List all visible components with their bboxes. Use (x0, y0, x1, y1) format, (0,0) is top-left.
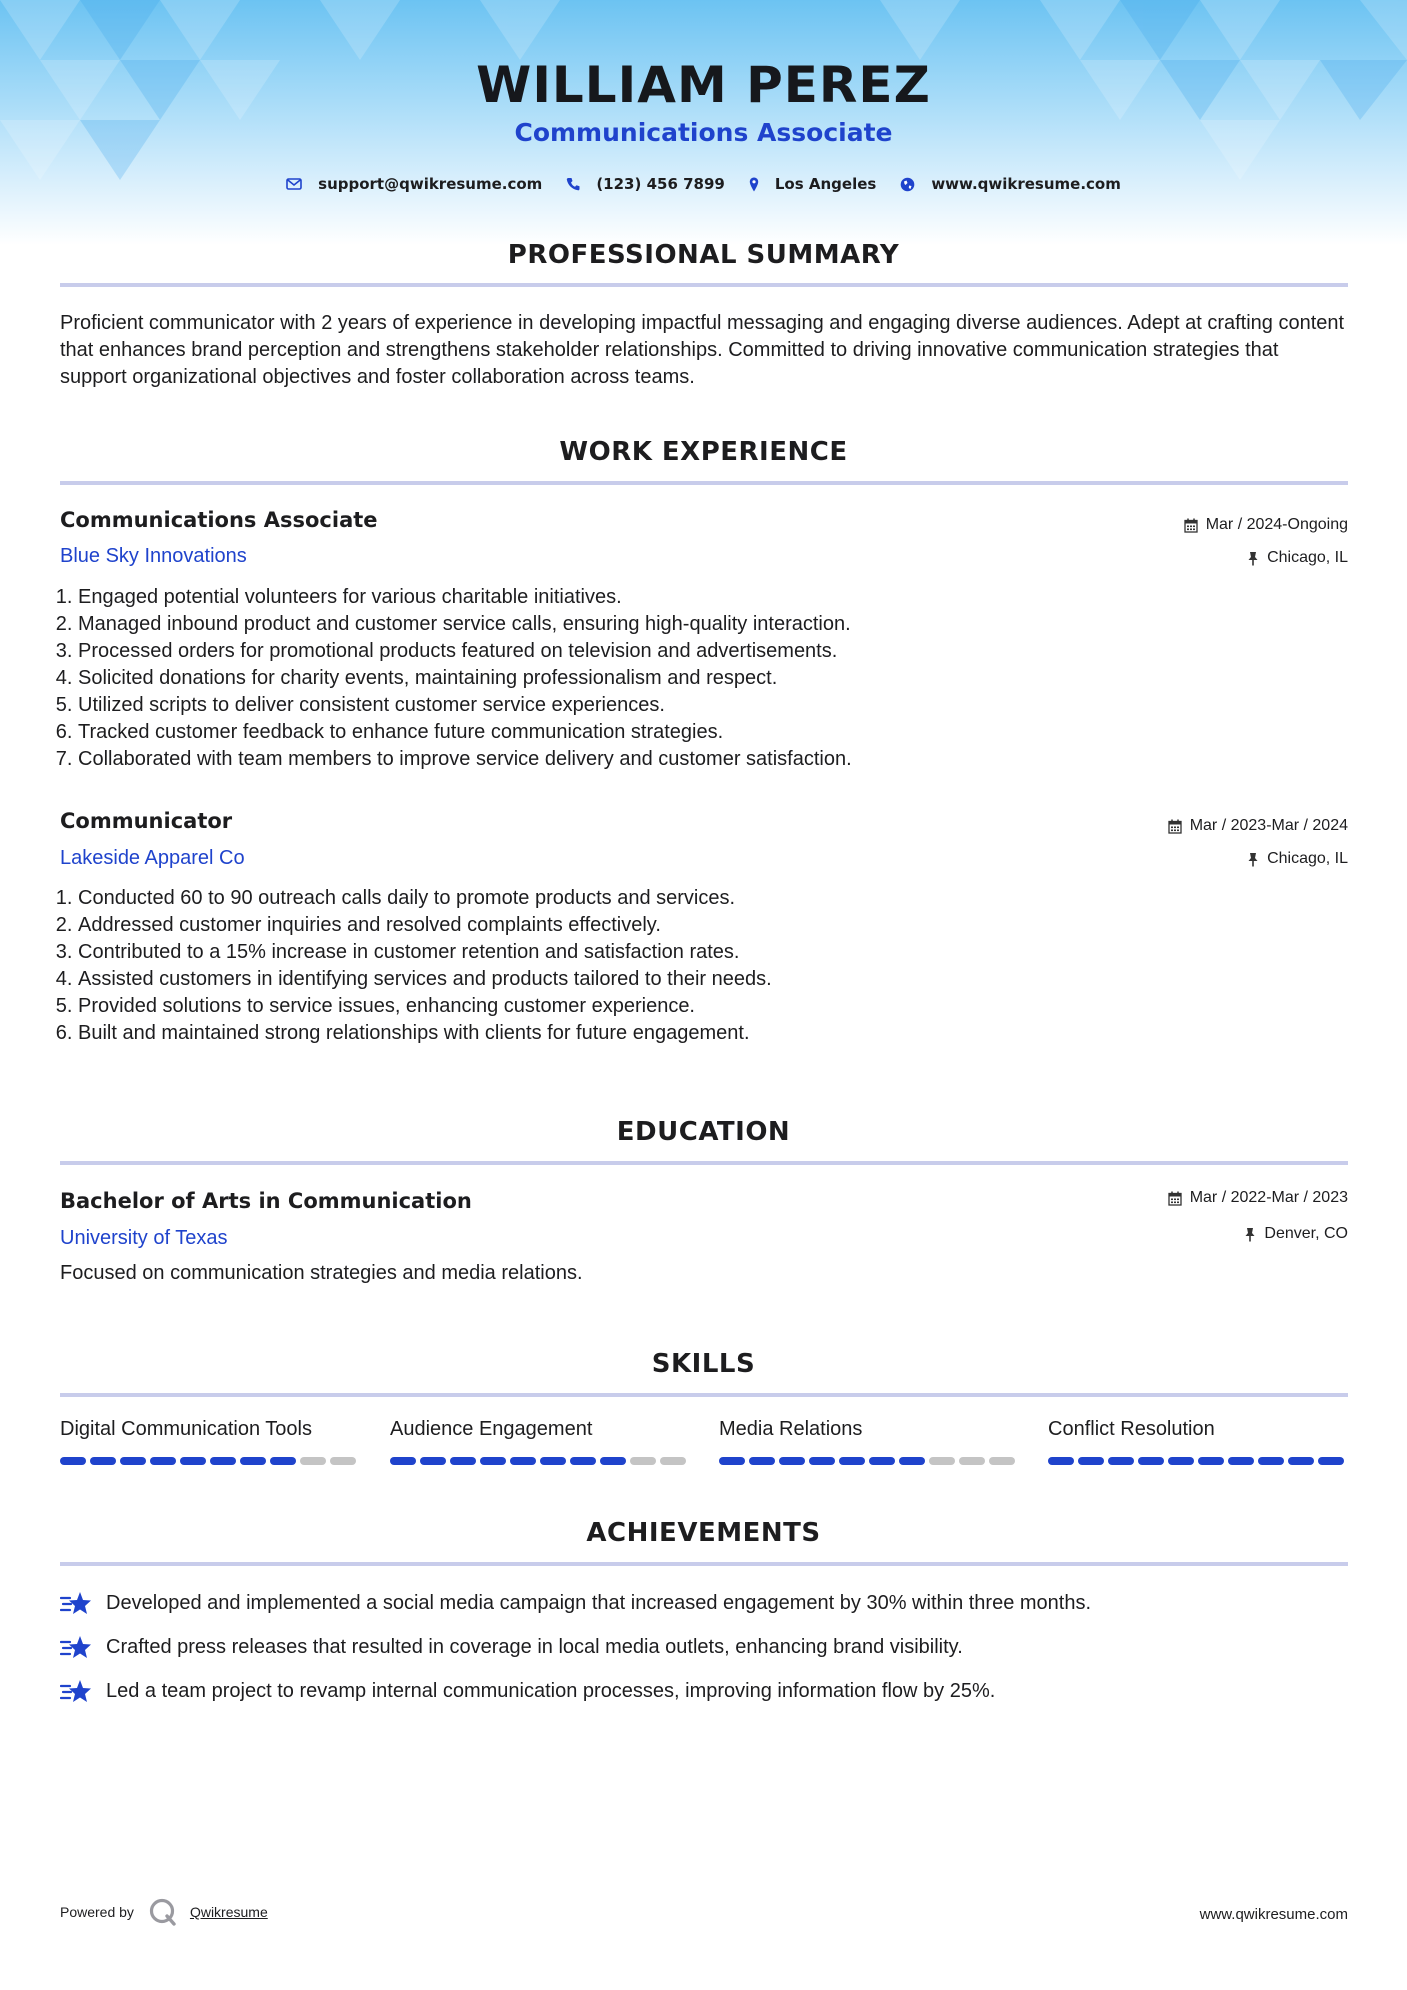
skill-segment-filled (899, 1457, 925, 1465)
skill-segment-filled (60, 1457, 86, 1465)
skill-level-bar (390, 1457, 690, 1465)
skills-divider (60, 1393, 1348, 1397)
job-company: Lakeside Apparel Co (60, 847, 245, 869)
footer-powered-by (60, 1897, 268, 1927)
skill-segment-filled (1258, 1457, 1284, 1465)
skill-segment-filled (510, 1457, 536, 1465)
skill-segment-filled (1228, 1457, 1254, 1465)
education-dates-text: Mar / 2022-Mar / 2023 (1189, 1189, 1348, 1206)
contact-location (749, 175, 876, 193)
contact-phone-text: (123) 456 7899 (596, 175, 725, 193)
job-duties-list (33, 584, 1278, 773)
skill-segment-filled (180, 1457, 206, 1465)
contact-website[interactable] (900, 175, 1121, 193)
skill-segment-filled (210, 1457, 236, 1465)
skill-segment-filled (749, 1457, 775, 1465)
skill-segment-empty (959, 1457, 985, 1465)
duty-item: 3. Contributed to a 15% increase in customer retention and satisfaction rates. (78, 939, 1278, 966)
duty-item: 1. Conducted 60 to 90 outreach calls daily to promote products and services. (78, 885, 1278, 912)
skill-item (1048, 1418, 1348, 1441)
skill-segment-filled (1168, 1457, 1194, 1465)
skill-segment-filled (1138, 1457, 1164, 1465)
qwikresume-link[interactable]: Qwikresume (189, 1904, 268, 1920)
duty-item: 5. Utilized scripts to deliver consistent customer service experiences. (78, 692, 1278, 719)
skill-segment-filled (1198, 1457, 1224, 1465)
education-description: Focused on communication strategies and media relations. (60, 1262, 583, 1284)
achievements-divider (60, 1562, 1348, 1566)
skill-item (60, 1418, 360, 1441)
duty-item: 2. Addressed customer inquiries and resolved complaints effectively. (78, 912, 1278, 939)
skill-segment-filled (90, 1457, 116, 1465)
envelope-icon (286, 178, 302, 190)
skill-segment-filled (480, 1457, 506, 1465)
duty-item: 5. Provided solutions to service issues, enhancing customer experience. (78, 993, 1278, 1020)
skill-name: Conflict Resolution (1048, 1418, 1215, 1440)
contact-bar (0, 173, 1407, 195)
skill-segment-filled (120, 1457, 146, 1465)
skill-segment-filled (1078, 1457, 1104, 1465)
achievement-item (60, 1590, 1091, 1616)
job-title: Communicator (60, 809, 233, 833)
summary-heading: PROFESSIONAL SUMMARY (507, 240, 900, 270)
achievement-item (60, 1678, 995, 1704)
candidate-role: Communications Associate (514, 118, 893, 147)
skill-segment-empty (929, 1457, 955, 1465)
achievement-item (60, 1634, 963, 1660)
duty-item: 1. Engaged potential volunteers for various charitable initiatives. (78, 584, 1278, 611)
skill-segment-filled (390, 1457, 416, 1465)
shooting-star-icon (60, 1590, 92, 1616)
school-name: University of Texas (60, 1227, 228, 1249)
footer-url[interactable]: www.qwikresume.com (1199, 1906, 1348, 1923)
globe-icon (900, 177, 915, 192)
education-divider (60, 1161, 1348, 1165)
skill-segment-filled (839, 1457, 865, 1465)
job-location-text: Chicago, IL (1267, 850, 1348, 867)
skill-name: Audience Engagement (390, 1418, 593, 1440)
calendar-icon (1168, 819, 1182, 834)
skills-heading: SKILLS (651, 1349, 756, 1379)
skill-segment-filled (600, 1457, 626, 1465)
candidate-name: WILLIAM PEREZ (476, 56, 931, 114)
experience-heading: WORK EXPERIENCE (559, 437, 848, 467)
powered-by-label: Powered by (60, 1904, 134, 1920)
skill-segment-filled (570, 1457, 596, 1465)
job-location (1247, 549, 1348, 567)
skill-segment-empty (660, 1457, 686, 1465)
job-dates (1184, 516, 1348, 534)
skill-segment-empty (330, 1457, 356, 1465)
education-dates (1168, 1189, 1348, 1207)
job-duties-list (33, 885, 1278, 1047)
skill-segment-filled (1288, 1457, 1314, 1465)
achievement-text: Crafted press releases that resulted in coverage in local media outlets, enhancing brand visibility. (106, 1635, 963, 1658)
summary-text: Proficient communicator with 2 years of experience in developing impactful messaging and engaging diverse audiences. Adept at crafting content that enhances brand perception and strengthens stakeholder relationships. Committed to driving innovative communication strategies that support organizational objectives and foster collaboration across teams. (60, 312, 1345, 388)
education-heading: EDUCATION (616, 1117, 791, 1147)
phone-icon (566, 177, 580, 191)
qwikresume-logo-icon (148, 1897, 178, 1927)
skill-name: Media Relations (719, 1418, 863, 1440)
achievement-text: Led a team project to revamp internal communication processes, improving information flow by 25%. (106, 1679, 996, 1702)
job-location (1247, 850, 1348, 868)
skill-segment-filled (240, 1457, 266, 1465)
duty-item: 6. Tracked customer feedback to enhance future communication strategies. (78, 719, 1278, 746)
skill-level-bar (60, 1457, 360, 1465)
calendar-icon (1168, 1191, 1182, 1206)
skill-segment-empty (300, 1457, 326, 1465)
shooting-star-icon (60, 1634, 92, 1660)
job-location-text: Chicago, IL (1267, 549, 1348, 566)
duty-item: 2. Managed inbound product and customer service calls, ensuring high-quality interaction. (78, 611, 1278, 638)
skill-segment-empty (989, 1457, 1015, 1465)
skill-segment-filled (450, 1457, 476, 1465)
job-title: Communications Associate (60, 508, 378, 532)
duty-item: 7. Collaborated with team members to improve service delivery and customer satisfaction. (78, 746, 1278, 773)
duty-item: 6. Built and maintained strong relationships with clients for future engagement. (78, 1020, 1278, 1047)
pushpin-icon (1244, 1227, 1256, 1242)
skill-level-bar (719, 1457, 1019, 1465)
skill-segment-filled (420, 1457, 446, 1465)
pushpin-icon (1247, 551, 1259, 566)
skill-segment-filled (150, 1457, 176, 1465)
skill-segment-filled (540, 1457, 566, 1465)
contact-location-text: Los Angeles (774, 175, 877, 193)
skill-segment-filled (270, 1457, 296, 1465)
skill-segment-filled (1108, 1457, 1134, 1465)
contact-phone[interactable] (566, 175, 725, 193)
skill-segment-filled (869, 1457, 895, 1465)
skill-segment-filled (809, 1457, 835, 1465)
degree-title: Bachelor of Arts in Communication (60, 1189, 472, 1213)
education-location (1244, 1225, 1348, 1243)
contact-email-text: support@qwikresume.com (318, 175, 543, 193)
skill-name: Digital Communication Tools (60, 1418, 312, 1440)
job-dates (1168, 817, 1348, 835)
skill-segment-empty (630, 1457, 656, 1465)
skill-segment-filled (1048, 1457, 1074, 1465)
skill-segment-filled (779, 1457, 805, 1465)
achievements-heading: ACHIEVEMENTS (586, 1518, 821, 1548)
duty-item: 4. Assisted customers in identifying services and products tailored to their needs. (78, 966, 1278, 993)
education-location-text: Denver, CO (1264, 1225, 1348, 1242)
summary-divider (60, 283, 1348, 287)
job-dates-text: Mar / 2023-Mar / 2024 (1189, 817, 1348, 834)
skill-segment-filled (719, 1457, 745, 1465)
skill-level-bar (1048, 1457, 1348, 1465)
pushpin-icon (1247, 852, 1259, 867)
job-company: Blue Sky Innovations (60, 545, 247, 567)
contact-website-text: www.qwikresume.com (931, 175, 1121, 193)
contact-email[interactable] (286, 175, 542, 193)
skill-segment-filled (1318, 1457, 1344, 1465)
calendar-icon (1184, 518, 1198, 533)
achievement-text: Developed and implemented a social media campaign that increased engagement by 30% within three months. (106, 1591, 1092, 1614)
map-pin-icon (749, 177, 759, 192)
duty-item: 4. Solicited donations for charity events, maintaining professionalism and respect. (78, 665, 1278, 692)
job-dates-text: Mar / 2024-Ongoing (1205, 516, 1348, 533)
experience-divider (60, 481, 1348, 485)
duty-item: 3. Processed orders for promotional products featured on television and advertisements. (78, 638, 1278, 665)
skill-item (390, 1418, 690, 1441)
skill-item (719, 1418, 1019, 1441)
shooting-star-icon (60, 1678, 92, 1704)
